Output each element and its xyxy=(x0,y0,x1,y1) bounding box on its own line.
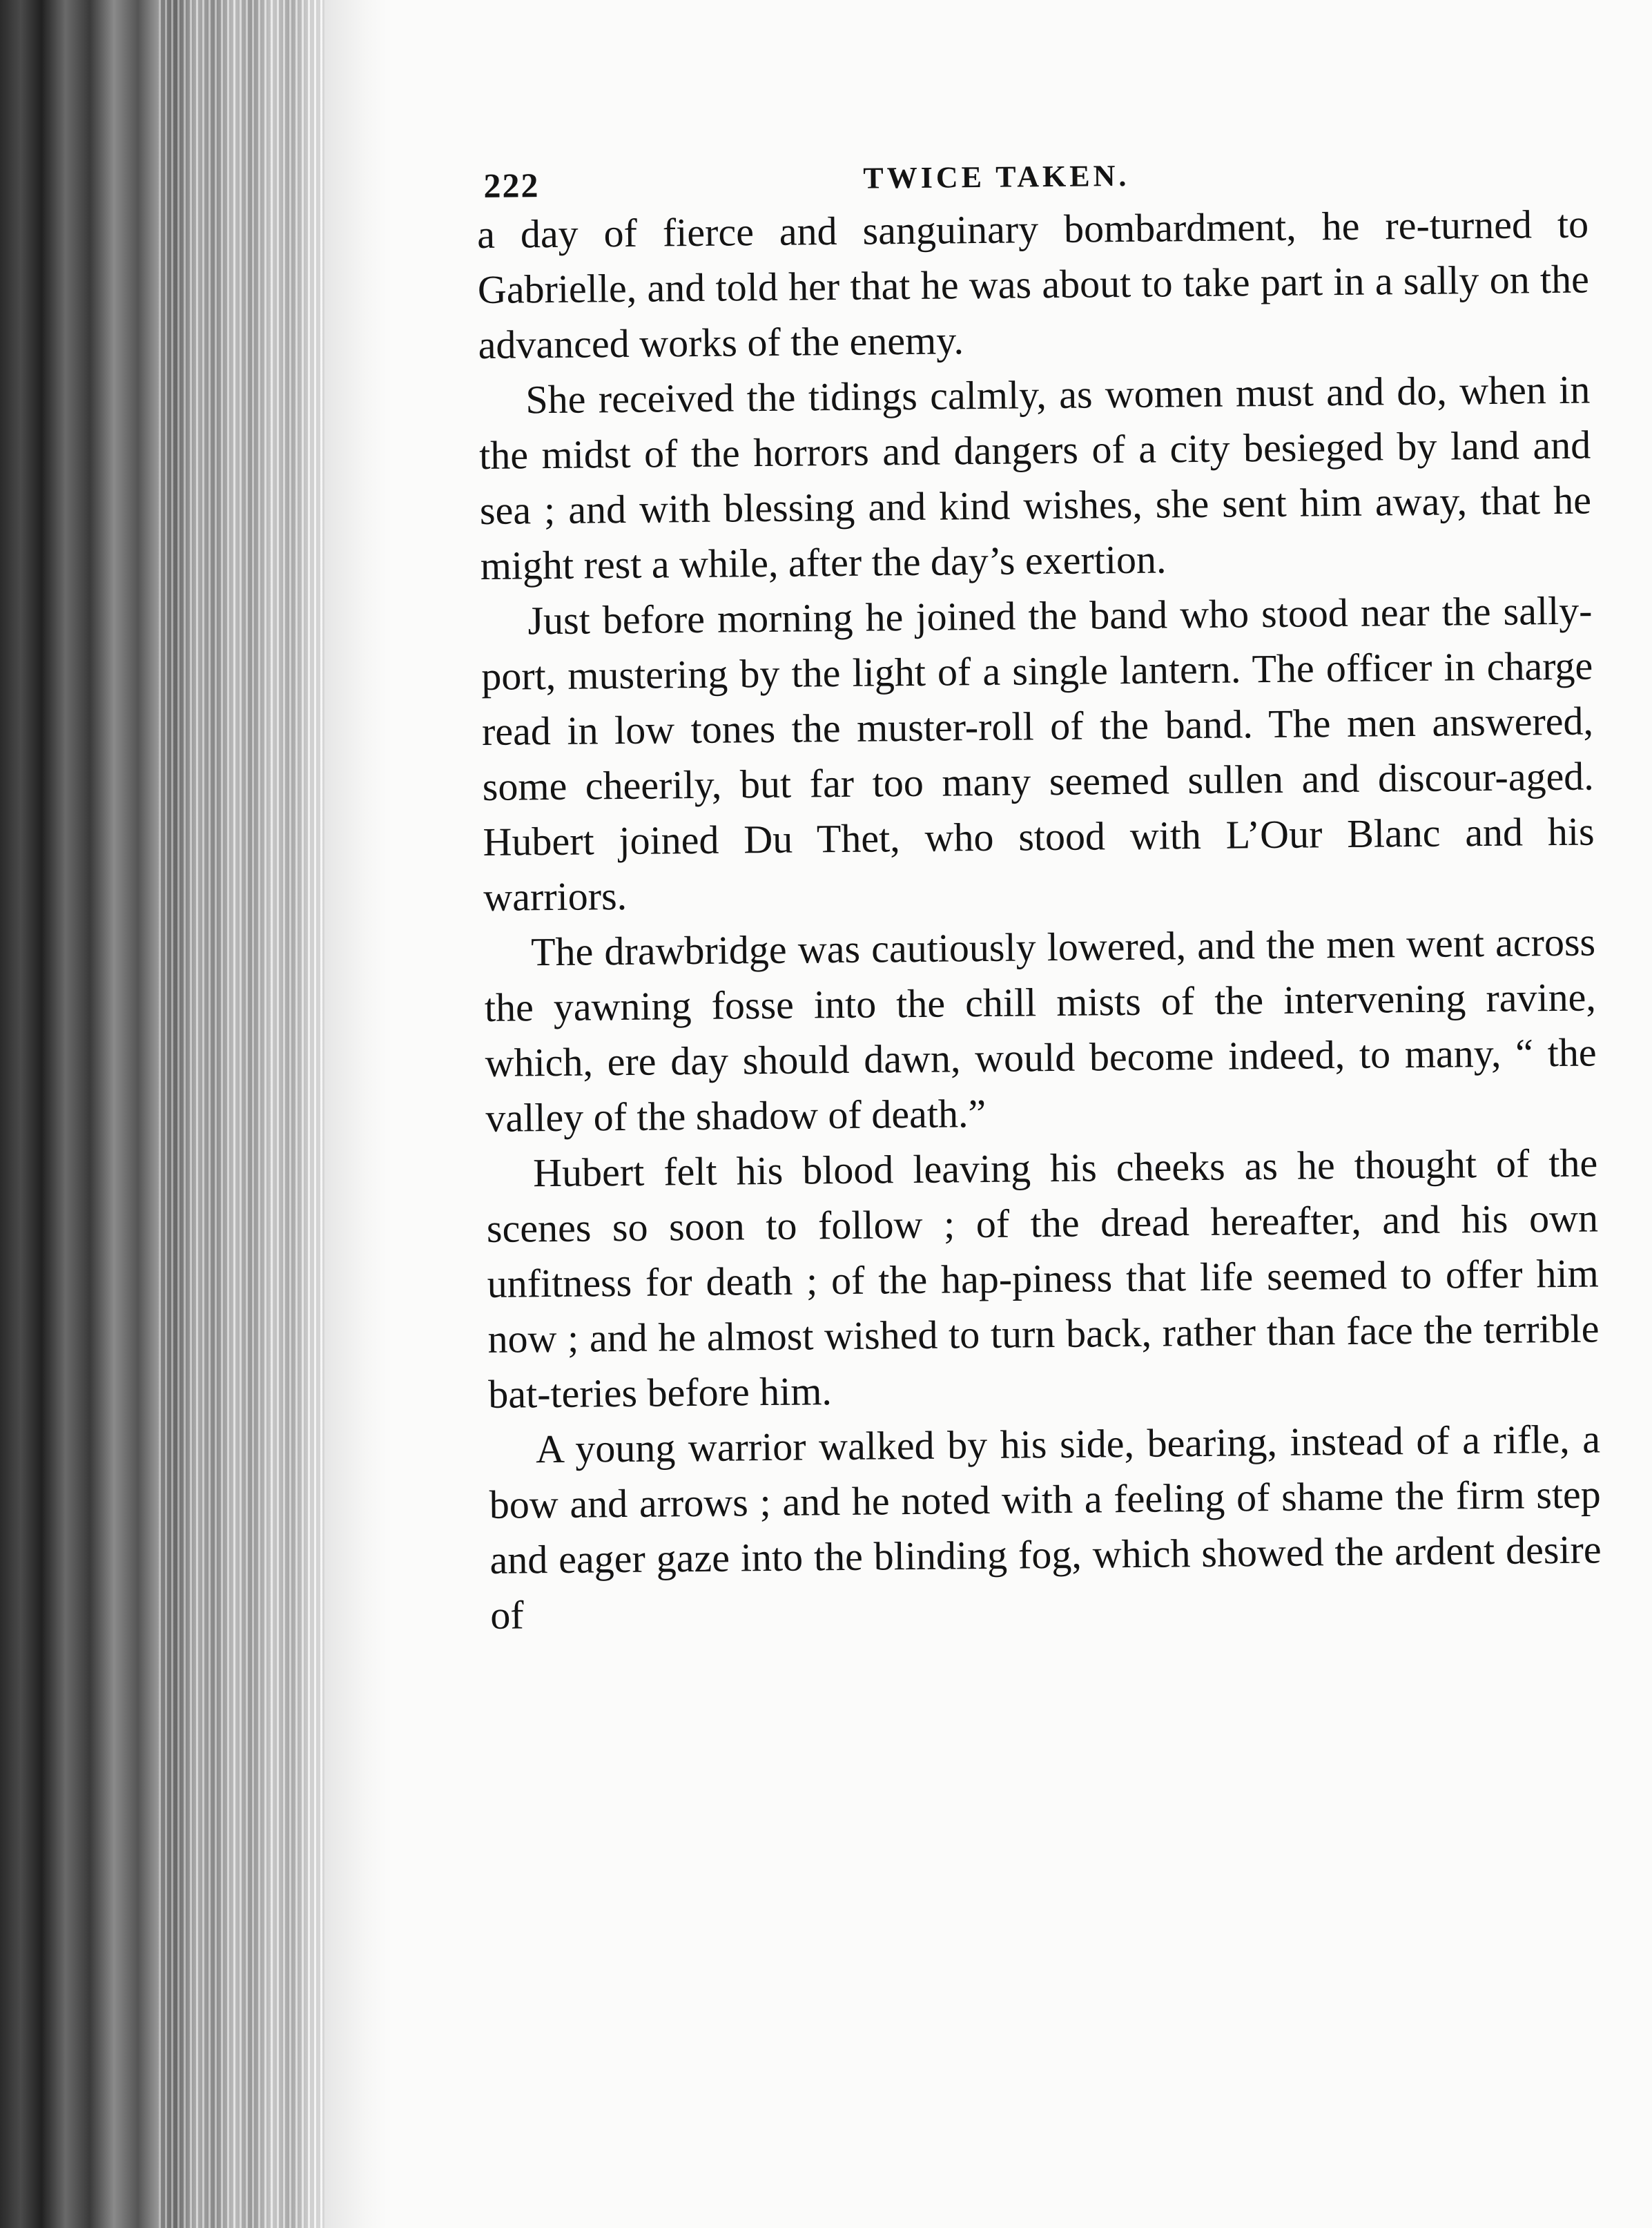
running-title: TWICE TAKEN. xyxy=(863,158,1130,195)
paragraph: A young warrior walked by his side, bearing, instead of a rifle, a bow and arrows ; and he noted with a feeling of shame the firm step and eager gaze into the blinding fog, which showed the ardent desire of xyxy=(489,1416,1602,1638)
body-text xyxy=(477,197,1602,1643)
book-page-edges xyxy=(0,0,324,2228)
paragraph: Hubert felt his blood leaving his cheeks as he thought of the scenes so soon to follow ; of the dread hereafter, and his own unfitness for death ; of the hap-piness that life seemed to offer him now ; and he almost wished to turn back, rather than face the terrible bat-teries before him. xyxy=(486,1140,1600,1417)
paragraph: Just before morning he joined the band who stood near the sally-port, mustering by the light of a single lantern. The officer in charge read in low tones the muster-roll of the band. The men answered, some cheerily, but far too many seemed sullen and discour-aged. Hubert joined Du Thet, who stood with L’Our Blanc and his warriors. xyxy=(480,588,1595,920)
paragraph: She received the tidings calmly, as women must and do, when in the midst of the horrors and dangers of a city besieged by land and sea ; and with blessing and kind wishes, she sent him away, that he might rest a while, after the day’s exertion. xyxy=(478,367,1592,588)
page-edge-stripes xyxy=(159,0,324,2228)
paragraph-continued: a day of fierce and sanguinary bombardment, he re-turned to Gabrielle, and told her that he was about to take part in a sally on the advanced works of the enemy. xyxy=(476,201,1590,367)
running-head xyxy=(476,142,1588,207)
gutter-shadow xyxy=(324,0,387,2228)
paragraph: The drawbridge was cautiously lowered, and the men went across the yawning fosse into the chill mists of the intervening ravine, which, ere day should dawn, would become indeed, to many, “ the valley of the shadow of death.” xyxy=(484,919,1597,1141)
page-number: 222 xyxy=(483,166,540,205)
text-page xyxy=(476,142,1602,1643)
